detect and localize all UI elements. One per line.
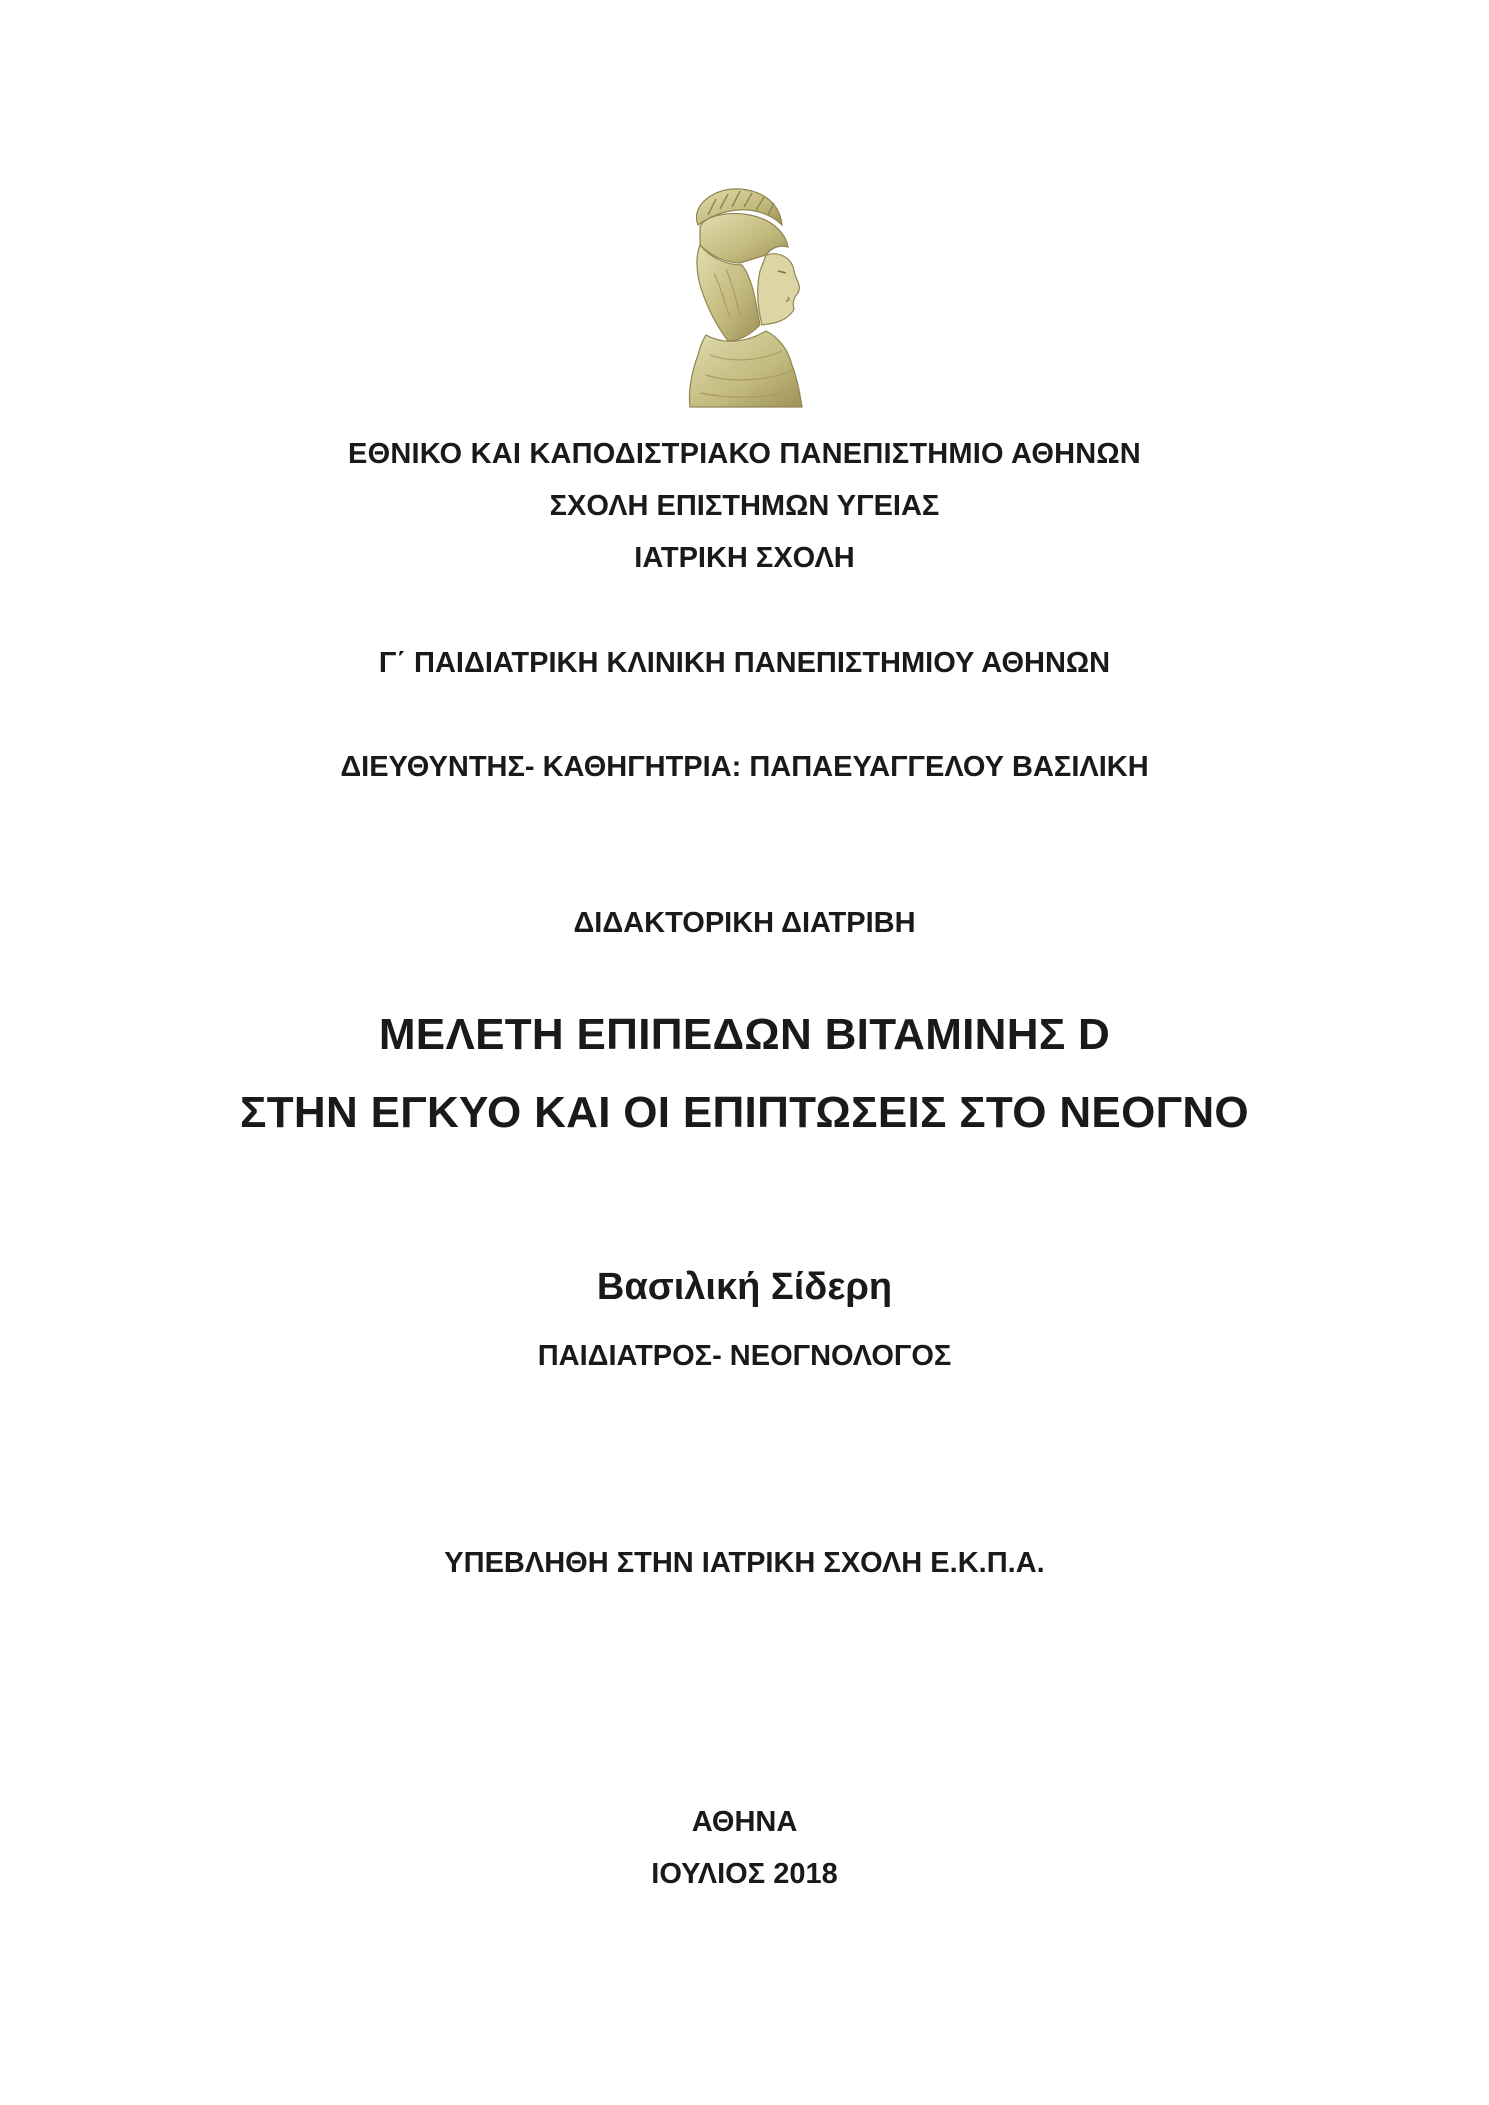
thesis-title-line-2: ΣΤΗΝ ΕΓΚΥΟ ΚΑΙ ΟΙ ΕΠΙΠΤΩΣΕΙΣ ΣΤΟ ΝΕΟΓΝΟ (240, 1088, 1249, 1137)
author-name: Βασιλική Σίδερη (596, 1266, 893, 1308)
document-type: ΔΙΔΑΚΤΟΡΙΚΗ ΔΙΑΤΡΙΒΗ (573, 907, 916, 939)
director-line: ΔΙΕΥΘΥΝΤΗΣ- ΚΑΘΗΓΗΤΡΙΑ: ΠΑΠΑΕΥΑΓΓΕΛΟΥ ΒΑΣΙΛΙΚΗ (340, 751, 1149, 783)
clinic-name: Γ΄ ΠΑΙΔΙΑΤΡΙΚΗ ΚΛΙΝΙΚΗ ΠΑΝΕΠΙΣΤΗΜΙΟΥ ΑΘΗΝΩΝ (378, 647, 1111, 679)
thesis-title-line-1: ΜΕΛΕΤΗ ΕΠΙΠΕΔΩΝ ΒΙΤΑΜΙΝΗΣ D (378, 1010, 1111, 1059)
university-name: ΕΘΝΙΚΟ ΚΑΙ ΚΑΠΟΔΙΣΤΡΙΑΚΟ ΠΑΝΕΠΙΣΤΗΜΙΟ ΑΘΗΝΩΝ (348, 438, 1141, 470)
school-name: ΣΧΟΛΗ ΕΠΙΣΤΗΜΩΝ ΥΓΕΙΑΣ (549, 490, 940, 522)
faculty-name: ΙΑΤΡΙΚΗ ΣΧΟΛΗ (634, 542, 855, 574)
submission-statement: ΥΠΕΒΛΗΘΗ ΣΤΗΝ ΙΑΤΡΙΚΗ ΣΧΟΛΗ Ε.Κ.Π.Α. (444, 1547, 1045, 1579)
city: ΑΘΗΝΑ (691, 1806, 798, 1838)
author-specialty: ΠΑΙΔΙΑΤΡΟΣ- ΝΕΟΓΝΟΛΟΓΟΣ (537, 1340, 952, 1372)
date: ΙΟΥΛΙΟΣ 2018 (651, 1858, 838, 1890)
athena-emblem-icon (670, 185, 830, 410)
